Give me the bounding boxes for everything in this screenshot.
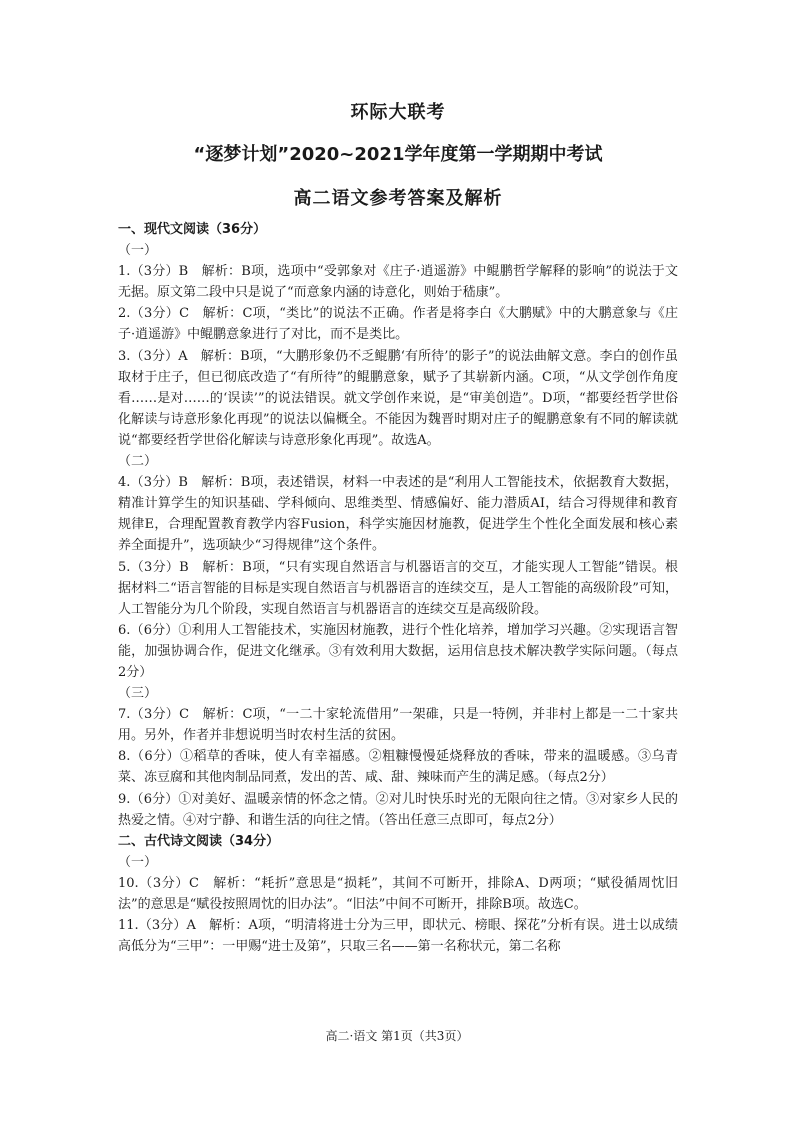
exam-name-title: “逐梦计划”2020~2021学年度第一学期期中考试 xyxy=(193,144,603,165)
answer-item-2: 2.（3分）C 解析：C项，“类比”的说法不正确。作者是将李白《大鹏赋》中的大鹏意象与《庄子·逍遥游》中鲲鹏意象进行了对比，而不是类比。 xyxy=(118,306,678,343)
answer-item-5: 5.（3分）B 解析：B项，“只有实现自然语言与机器语言的交互，才能实现人工智能”错误。根据材料二“语言智能的目标是实现自然语言与机器语言的连续交互，是人工智能的高级阶段”可知，人工智能分为几个阶段，实现自然语言与机器语言的连续交互是高级阶段。 xyxy=(118,559,678,617)
answer-item-8: 8.（6分）①稻草的香味，使人有幸福感。②粗糠慢慢延烧释放的香味，带来的温暖感。③乌青菜、冻豆腐和其他肉制品同煮，发出的苦、咸、甜、辣味而产生的满足感。（每点2分） xyxy=(118,749,678,786)
answer-item-9: 9.（6分）①对美好、温暖亲情的怀念之情。②对儿时快乐时光的无限向往之情。③对家乡人民的热爱之情。④对宁静、和谐生活的向往之情。（答出任意三点即可，每点2分） xyxy=(118,791,678,828)
answer-body xyxy=(118,219,678,957)
section-heading-modern-reading: 一、现代文阅读（36分） xyxy=(118,222,267,237)
answer-sheet-page xyxy=(118,103,678,957)
answer-item-1: 1.（3分）B 解析：B项，选项中“受郭象对《庄子·逍遥游》中鲲鹏哲学解释的影响”的说法于文无据。原文第二段中只是说了“而意象内涵的诗意化，则始于嵇康”。 xyxy=(118,264,678,301)
answer-item-7: 7.（3分）C 解析：C项，“一二十家轮流借用”一架碓，只是一特例，并非村上都是一二十家共用。另外，作者并非想说明当时农村生活的贫困。 xyxy=(118,707,678,744)
section-heading-classical-reading: 二、古代诗文阅读（34分） xyxy=(118,833,280,849)
subsection-1: （一） xyxy=(118,243,158,259)
answer-item-6: 6.（6分）①利用人工智能技术，实施因材施教，进行个性化培养，增加学习兴趣。②实现语言智能，加强协调合作，促进文化继承。③有效利用大数据，运用信息技术解决教学实际问题。（每点2分） xyxy=(118,622,678,680)
answer-item-4: 4.（3分）B 解析：B项，表述错误，材料一中表述的是“利用人工智能技术，依据教育大数据，精准计算学生的知识基础、学科倾向、思维类型、情感偏好、能力潜质AI，结合习得规律和教育规律E，合理配置教育教学内容Fusion，科学实施因材施教，促进学生个性化全面发展和核心素养全面提升”，选项缺少“习得规律”这个条件。 xyxy=(118,475,678,554)
subsection-4: （一） xyxy=(118,854,158,870)
title-block xyxy=(118,103,678,209)
subsection-2: （二） xyxy=(118,454,158,470)
answer-key-title: 高二语文参考答案及解析 xyxy=(293,188,503,209)
subsection-3: （三） xyxy=(118,686,158,702)
answer-item-10: 10.（3分）C 解析：“耗折”意思是“损耗”，其间不可断开，排除A、D两项；“赋役循周忱旧法”的意思是“赋役按照周忱的旧办法”。“旧法”中间不可断开，排除B项。故选C。 xyxy=(118,875,678,912)
exam-alliance-title: 环际大联考 xyxy=(350,102,446,123)
page-footer: 高二·语文 第1页（共3页） xyxy=(325,1029,469,1043)
answer-item-3: 3.（3分）A 解析：B项，“大鹏形象仍不乏鲲鹏‘有所待’的影子”的说法曲解文意。李白的创作虽取材于庄子，但已彻底改造了“有所待”的鲲鹏意象，赋予了其崭新内涵。C项，“从文学创作角度看……是对……的‘误读’”的说法错误。就文学创作来说，是“审美创造”。D项，“都要经哲学世俗化解读与诗意形象化再现”的说法以偏概全。不能因为魏晋时期对庄子的鲲鹏意象有不同的解读就说“都要经哲学世俗化解读与诗意形象化再现”。故选A。 xyxy=(118,348,678,448)
answer-item-11: 11.（3分）A 解析：A项，“明清将进士分为三甲，即状元、榜眼、探花”分析有误。进士以成绩高低分为“三甲”：一甲赐“进士及第”，只取三名——第一名称状元，第二名称 xyxy=(118,918,678,955)
